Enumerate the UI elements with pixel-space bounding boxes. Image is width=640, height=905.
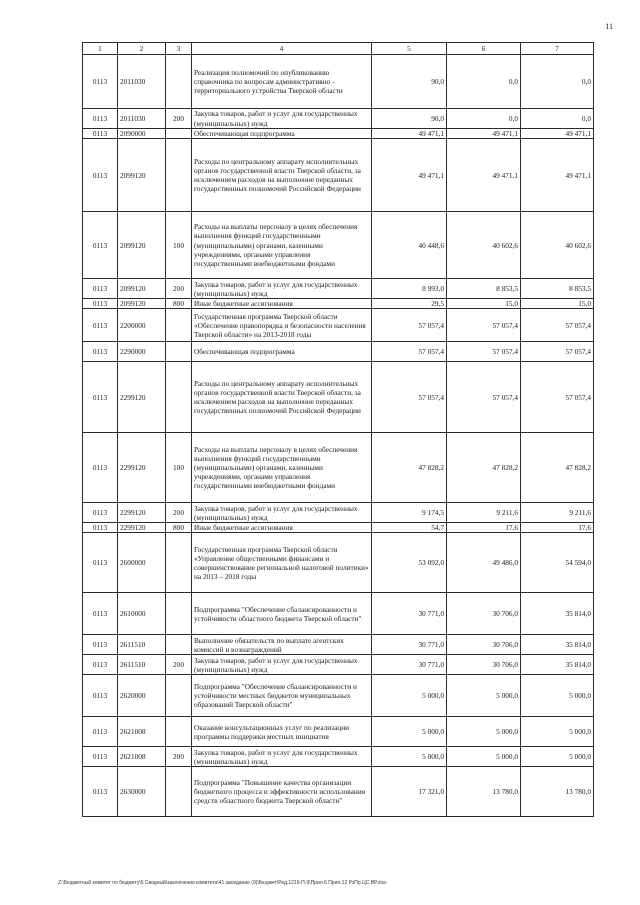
amount-cell: 53 092,0: [372, 533, 447, 593]
amount-cell: 30 771,0: [372, 593, 447, 635]
file-path-footer: Z:\Бюджетный комитет по бюджету\5 Сводный\заключения комитета\41 заседание (9)\Бюджет\Ред.1219-П-3\Прил.6 Прил.12 РзПр ЦС ВР.xlsx: [58, 880, 387, 886]
description-cell: Оказание консультационных услуг по реализации программы поддержки местных инициатив: [192, 717, 372, 747]
column-header: 7: [521, 43, 594, 55]
expense-type-cell: [166, 767, 192, 817]
expense-type-cell: 100: [166, 433, 192, 503]
section-code-cell: 0113: [83, 675, 118, 717]
target-code-cell: 2600000: [118, 533, 166, 593]
expense-type-cell: [166, 635, 192, 655]
target-code-cell: 2610000: [118, 593, 166, 635]
amount-cell: 5 000,0: [521, 747, 594, 767]
table-row: [83, 635, 594, 655]
expense-type-cell: [166, 717, 192, 747]
description-cell: Подпрограмма "Повышение качества организации бюджетного процесса и эффективности использования средств областного бюджета Тверской области": [192, 767, 372, 817]
expense-type-cell: 200: [166, 109, 192, 129]
table-row: [83, 717, 594, 747]
expense-type-cell: [166, 129, 192, 139]
section-code-cell: 0113: [83, 433, 118, 503]
amount-cell: 9 211,6: [521, 503, 594, 523]
amount-cell: 30 706,0: [447, 655, 521, 675]
amount-cell: 47 828,2: [372, 433, 447, 503]
amount-cell: 54,7: [372, 523, 447, 533]
amount-cell: 57 057,4: [521, 342, 594, 362]
amount-cell: 40 448,6: [372, 212, 447, 279]
amount-cell: 17,6: [447, 523, 521, 533]
amount-cell: 57 057,4: [447, 362, 521, 433]
table-row: [83, 342, 594, 362]
amount-cell: 40 602,6: [521, 212, 594, 279]
description-cell: Закупка товаров, работ и услуг для государственных (муниципальных) нужд: [192, 747, 372, 767]
table-row: [83, 533, 594, 593]
table-row: [83, 362, 594, 433]
amount-cell: 17 321,0: [372, 767, 447, 817]
column-header: 6: [447, 43, 521, 55]
amount-cell: 8 853,5: [447, 279, 521, 299]
amount-cell: 49 471,1: [521, 129, 594, 139]
expense-type-cell: [166, 55, 192, 109]
table-row: [83, 675, 594, 717]
amount-cell: 15,0: [521, 299, 594, 309]
amount-cell: 0,0: [521, 55, 594, 109]
amount-cell: 5 000,0: [372, 747, 447, 767]
target-code-cell: 2620000: [118, 675, 166, 717]
section-code-cell: 0113: [83, 212, 118, 279]
description-cell: Иные бюджетные ассигнования: [192, 523, 372, 533]
description-cell: Государственная программа Тверской области «Управление общественными финансами и совершенствование региональной налоговой политики» на 2013 – 2018 годы: [192, 533, 372, 593]
description-cell: Расходы по центральному аппарату исполнительных органов государственной власти Тверской области, за исключением расходов на выполнение переданных государственных полномочий Российской Федерации: [192, 139, 372, 212]
amount-cell: 9 211,6: [447, 503, 521, 523]
section-code-cell: 0113: [83, 342, 118, 362]
target-code-cell: 2611510: [118, 655, 166, 675]
expense-type-cell: [166, 533, 192, 593]
page-number: 11: [605, 22, 613, 31]
amount-cell: 90,0: [372, 55, 447, 109]
target-code-cell: 2200000: [118, 309, 166, 342]
section-code-cell: 0113: [83, 747, 118, 767]
section-code-cell: 0113: [83, 655, 118, 675]
description-cell: Государственная программа Тверской области «Обеспечение правопорядка и безопасности населения Тверской области» на 2013-2018 годы: [192, 309, 372, 342]
description-cell: Закупка товаров, работ и услуг для государственных (муниципальных) нужд: [192, 279, 372, 299]
target-code-cell: 2099120: [118, 299, 166, 309]
amount-cell: 13 780,0: [521, 767, 594, 817]
header-row: [83, 43, 594, 55]
description-cell: Подпрограмма "Обеспечение сбалансированности и устойчивости областного бюджета Тверской области": [192, 593, 372, 635]
target-code-cell: 2621008: [118, 717, 166, 747]
amount-cell: 57 057,4: [521, 309, 594, 342]
amount-cell: 30 771,0: [372, 655, 447, 675]
description-cell: Реализация полномочий по опубликованию справочника по вопросам административно - территориального устройства Тверской области: [192, 55, 372, 109]
table-row: [83, 503, 594, 523]
budget-table: [82, 42, 594, 817]
expense-type-cell: 800: [166, 523, 192, 533]
target-code-cell: 2299120: [118, 523, 166, 533]
description-cell: Выполнение обязательств по выплате агентских комиссий и вознаграждений: [192, 635, 372, 655]
target-code-cell: 2299120: [118, 433, 166, 503]
expense-type-cell: [166, 593, 192, 635]
amount-cell: 8 853,5: [521, 279, 594, 299]
section-code-cell: 0113: [83, 309, 118, 342]
table-row: [83, 299, 594, 309]
expense-type-cell: [166, 309, 192, 342]
target-code-cell: 2299120: [118, 362, 166, 433]
section-code-cell: 0113: [83, 279, 118, 299]
column-header: 4: [192, 43, 372, 55]
table-row: [83, 139, 594, 212]
amount-cell: 54 594,0: [521, 533, 594, 593]
section-code-cell: 0113: [83, 593, 118, 635]
amount-cell: 57 057,4: [372, 342, 447, 362]
section-code-cell: 0113: [83, 635, 118, 655]
expense-type-cell: 200: [166, 279, 192, 299]
description-cell: Закупка товаров, работ и услуг для государственных (муниципальных) нужд: [192, 655, 372, 675]
amount-cell: 30 771,0: [372, 635, 447, 655]
description-cell: Расходы на выплаты персоналу в целях обеспечения выполнения функций государственными (муниципальными) органами, казенными учреждениями, органами управления государственными внебюджетными фондами: [192, 212, 372, 279]
table-row: [83, 655, 594, 675]
amount-cell: 40 602,6: [447, 212, 521, 279]
description-cell: Обеспечивающая подпрограмма: [192, 342, 372, 362]
amount-cell: 57 057,4: [372, 309, 447, 342]
column-header: 3: [166, 43, 192, 55]
table-row: [83, 767, 594, 817]
section-code-cell: 0113: [83, 523, 118, 533]
amount-cell: 49 471,1: [372, 129, 447, 139]
table-row: [83, 109, 594, 129]
expense-type-cell: [166, 342, 192, 362]
description-cell: Расходы на выплаты персоналу в целях обеспечения выполнения функций государственными (муниципальными) органами, казенными учреждениями, органами управления государственными внебюджетными фондами: [192, 433, 372, 503]
column-header: 1: [83, 43, 118, 55]
amount-cell: 57 057,4: [447, 309, 521, 342]
target-code-cell: 2011030: [118, 109, 166, 129]
amount-cell: 49 471,1: [521, 139, 594, 212]
section-code-cell: 0113: [83, 362, 118, 433]
table-row: [83, 309, 594, 342]
amount-cell: 5 000,0: [521, 675, 594, 717]
section-code-cell: 0113: [83, 503, 118, 523]
expense-type-cell: [166, 139, 192, 212]
description-cell: Закупка товаров, работ и услуг для государственных (муниципальных) нужд: [192, 109, 372, 129]
amount-cell: 57 057,4: [372, 362, 447, 433]
amount-cell: 0,0: [521, 109, 594, 129]
description-cell: Расходы по центральному аппарату исполнительных органов государственной власти Тверской области, за исключением расходов на выполнение переданных государственных полномочий Российской Федерации: [192, 362, 372, 433]
amount-cell: 57 057,4: [447, 342, 521, 362]
table-row: [83, 129, 594, 139]
description-cell: Иные бюджетные ассигнования: [192, 299, 372, 309]
amount-cell: 47 828,2: [521, 433, 594, 503]
amount-cell: 57 057,4: [521, 362, 594, 433]
description-cell: Закупка товаров, работ и услуг для государственных (муниципальных) нужд: [192, 503, 372, 523]
expense-type-cell: 200: [166, 503, 192, 523]
section-code-cell: 0113: [83, 129, 118, 139]
table-row: [83, 747, 594, 767]
table-row: [83, 55, 594, 109]
table-row: [83, 433, 594, 503]
expense-type-cell: 200: [166, 747, 192, 767]
amount-cell: 15,0: [447, 299, 521, 309]
amount-cell: 29,5: [372, 299, 447, 309]
amount-cell: 5 000,0: [521, 717, 594, 747]
amount-cell: 90,0: [372, 109, 447, 129]
target-code-cell: 2290000: [118, 342, 166, 362]
table-row: [83, 279, 594, 299]
amount-cell: 17,6: [521, 523, 594, 533]
target-code-cell: 2099120: [118, 139, 166, 212]
target-code-cell: 2630000: [118, 767, 166, 817]
column-header: 2: [118, 43, 166, 55]
amount-cell: 8 993,0: [372, 279, 447, 299]
target-code-cell: 2299120: [118, 503, 166, 523]
section-code-cell: 0113: [83, 139, 118, 212]
expense-type-cell: 800: [166, 299, 192, 309]
target-code-cell: 2611510: [118, 635, 166, 655]
section-code-cell: 0113: [83, 299, 118, 309]
amount-cell: 0,0: [447, 109, 521, 129]
amount-cell: 49 471,1: [447, 139, 521, 212]
amount-cell: 5 000,0: [447, 717, 521, 747]
amount-cell: 49 471,1: [447, 129, 521, 139]
amount-cell: 35 814,0: [521, 593, 594, 635]
amount-cell: 5 000,0: [372, 717, 447, 747]
description-cell: Обеспечивающая подпрограмма: [192, 129, 372, 139]
section-code-cell: 0113: [83, 109, 118, 129]
expense-type-cell: 100: [166, 212, 192, 279]
description-cell: Подпрограмма "Обеспечение сбалансированности и устойчивости местных бюджетов муниципальных образований Тверской области": [192, 675, 372, 717]
amount-cell: 5 000,0: [372, 675, 447, 717]
table-row: [83, 523, 594, 533]
amount-cell: 9 174,5: [372, 503, 447, 523]
amount-cell: 35 814,0: [521, 635, 594, 655]
target-code-cell: 2090000: [118, 129, 166, 139]
target-code-cell: 2099120: [118, 279, 166, 299]
amount-cell: 30 706,0: [447, 593, 521, 635]
amount-cell: 0,0: [447, 55, 521, 109]
section-code-cell: 0113: [83, 717, 118, 747]
section-code-cell: 0113: [83, 55, 118, 109]
target-code-cell: 2099120: [118, 212, 166, 279]
expense-type-cell: [166, 362, 192, 433]
amount-cell: 5 000,0: [447, 675, 521, 717]
expense-type-cell: [166, 675, 192, 717]
table-row: [83, 593, 594, 635]
section-code-cell: 0113: [83, 767, 118, 817]
column-header: 5: [372, 43, 447, 55]
amount-cell: 49 486,0: [447, 533, 521, 593]
amount-cell: 49 471,1: [372, 139, 447, 212]
table-row: [83, 212, 594, 279]
amount-cell: 13 780,0: [447, 767, 521, 817]
section-code-cell: 0113: [83, 533, 118, 593]
amount-cell: 35 814,0: [521, 655, 594, 675]
target-code-cell: 2621008: [118, 747, 166, 767]
target-code-cell: 2011030: [118, 55, 166, 109]
amount-cell: 47 828,2: [447, 433, 521, 503]
amount-cell: 5 000,0: [447, 747, 521, 767]
amount-cell: 30 706,0: [447, 635, 521, 655]
expense-type-cell: 200: [166, 655, 192, 675]
